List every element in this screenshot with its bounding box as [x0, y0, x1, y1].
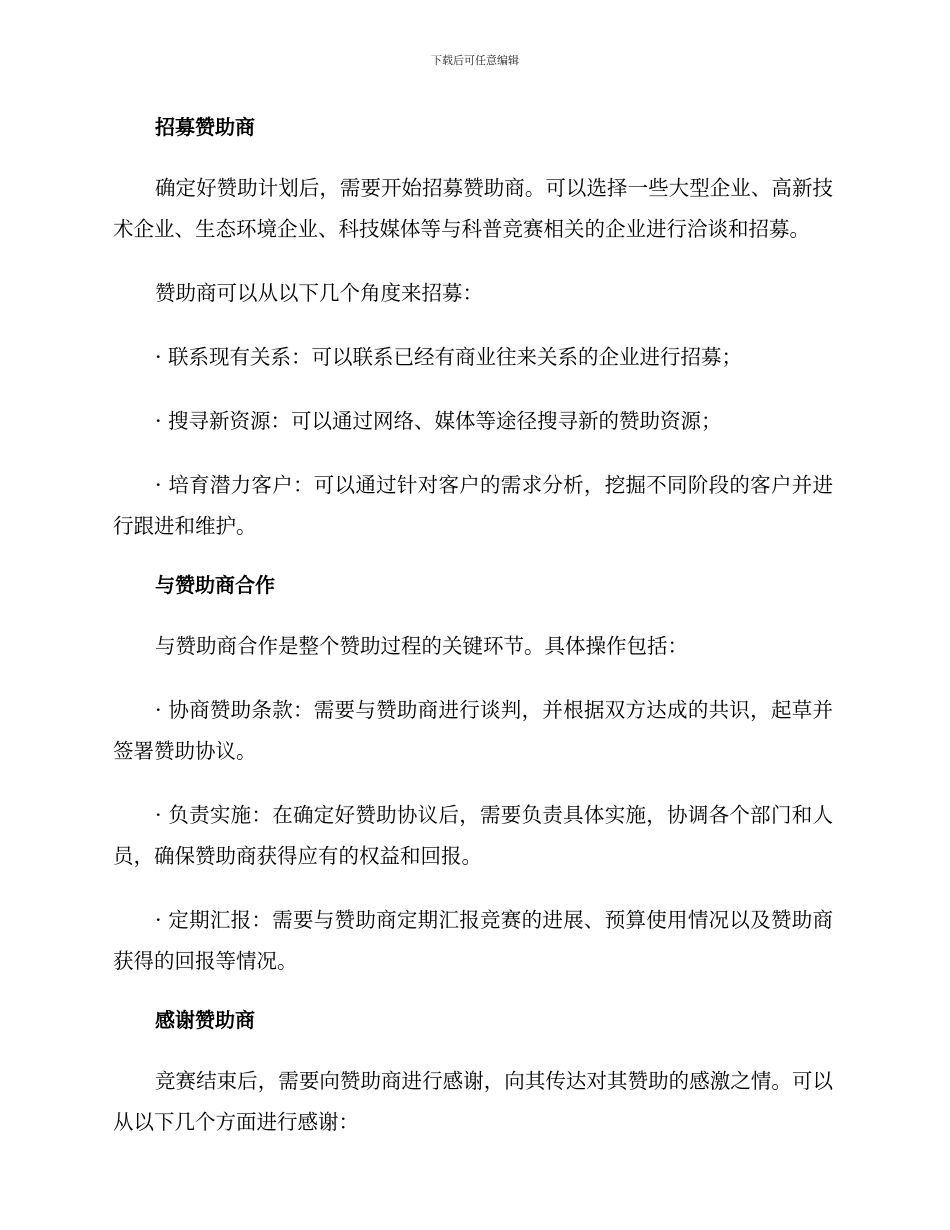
page-header-note: 下载后可任意编辑 [431, 54, 519, 67]
section-heading: 与赞助商合作 [155, 573, 275, 597]
bullet-item: · 搜寻新资源：可以通过网络、媒体等途径搜寻新的赞助资源； [155, 409, 722, 433]
section-thank-sponsors [113, 1005, 833, 1143]
bullet-item: · 负责实施：在确定好赞助协议后，需要负责具体实施，协调各个部门和人员，确保赞助商获得应有的权益和回报。 [113, 803, 833, 868]
paragraph: 赞助商可以从以下几个角度来招募： [155, 281, 483, 305]
bullet-item: · 联系现有关系：可以联系已经有商业往来关系的企业进行招募； [155, 345, 743, 369]
section-cooperate-sponsors [113, 570, 833, 982]
section-recruit-sponsors [113, 112, 833, 547]
bullet-item: · 培育潜力客户：可以通过针对客户的需求分析，挖掘不同阶段的客户并进行跟进和维护。 [113, 473, 833, 538]
section-heading: 感谢赞助商 [155, 1008, 255, 1032]
paragraph: 竞赛结束后，需要向赞助商进行感谢，向其传达对其赞助的感激之情。可以从以下几个方面进行感谢： [113, 1069, 833, 1134]
bullet-item: · 定期汇报：需要与赞助商定期汇报竞赛的进展、预算使用情况以及赞助商获得的回报等情况。 [113, 908, 833, 973]
document-body [113, 112, 833, 1166]
paragraph: 与赞助商合作是整个赞助过程的关键环节。具体操作包括： [155, 634, 688, 658]
section-heading: 招募赞助商 [155, 115, 255, 139]
bullet-item: · 协商赞助条款：需要与赞助商进行谈判，并根据双方达成的共识，起草并签署赞助协议。 [113, 698, 833, 763]
paragraph: 确定好赞助计划后，需要开始招募赞助商。可以选择一些大型企业、高新技术企业、生态环境企业、科技媒体等与科普竞赛相关的企业进行洽谈和招募。 [113, 176, 833, 241]
